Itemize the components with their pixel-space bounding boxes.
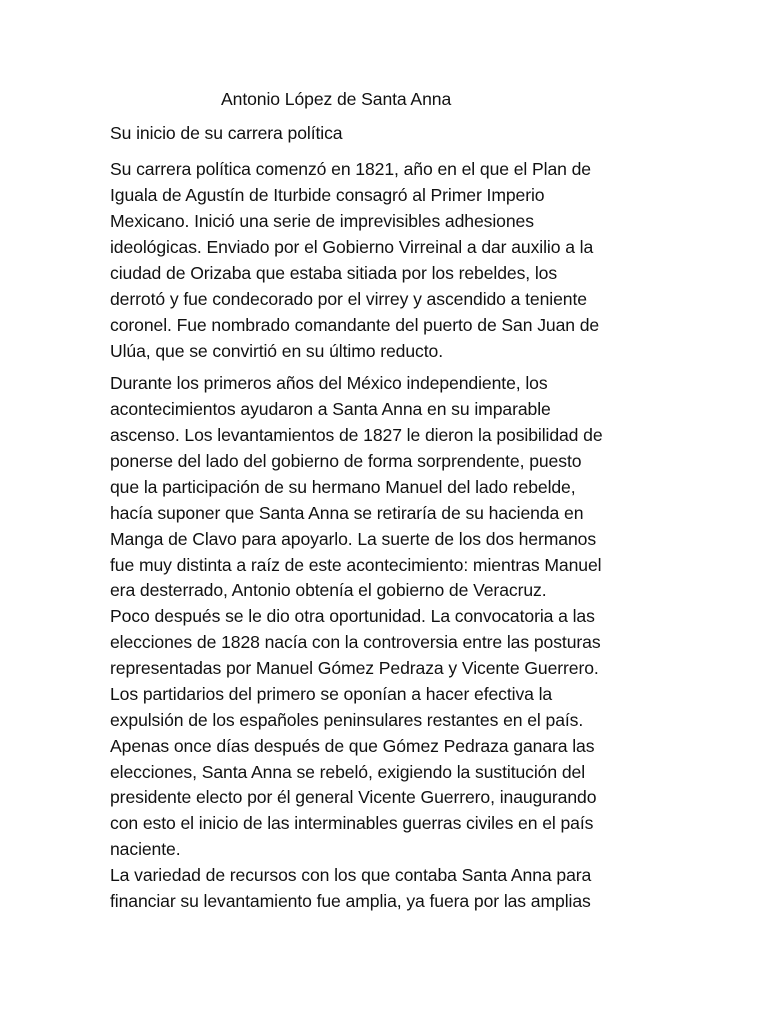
paragraph-1-line: derrotó y fue condecorado por el virrey y ascendido a teniente: [110, 289, 587, 309]
section-heading: Su inicio de su carrera política: [110, 123, 343, 143]
paragraph-2-line: Apenas once días después de que Gómez Pedraza ganara las: [110, 736, 595, 756]
paragraph-2-line: era desterrado, Antonio obtenía el gobierno de Veracruz.: [110, 580, 547, 600]
document-title: Antonio López de Santa Anna: [221, 89, 452, 109]
paragraph-2-line: elecciones de 1828 nacía con la controversia entre las posturas: [110, 632, 601, 652]
paragraph-2-line: que la participación de su hermano Manuel del lado rebelde,: [110, 477, 576, 497]
paragraph-2-line: Manga de Clavo para apoyarlo. La suerte de los dos hermanos: [110, 529, 597, 549]
paragraph-2-line: Poco después se le dio otra oportunidad. La convocatoria a las: [110, 606, 595, 626]
paragraph-2-line: ascenso. Los levantamientos de 1827 le dieron la posibilidad de: [110, 425, 603, 445]
paragraph-2-line: Los partidarios del primero se oponían a hacer efectiva la: [110, 684, 553, 704]
paragraph-2-line: La variedad de recursos con los que contaba Santa Anna para: [110, 865, 592, 885]
paragraph-2-line: elecciones, Santa Anna se rebeló, exigiendo la sustitución del: [110, 762, 586, 782]
paragraph-2-line: fue muy distinta a raíz de este acontecimiento: mientras Manuel: [110, 555, 602, 575]
paragraph-2-line: presidente electo por él general Vicente Guerrero, inaugurando: [110, 787, 597, 807]
paragraph-2-line: representadas por Manuel Gómez Pedraza y Vicente Guerrero.: [110, 658, 599, 678]
paragraph-2-line: expulsión de los españoles peninsulares restantes en el país.: [110, 710, 584, 730]
paragraph-2-line: Durante los primeros años del México independiente, los: [110, 373, 548, 393]
paragraph-1-line: Mexicano. Inició una serie de imprevisibles adhesiones: [110, 211, 534, 231]
paragraph-1-line: Su carrera política comenzó en 1821, año en el que el Plan de: [110, 159, 591, 179]
paragraph-1-line: ideológicas. Enviado por el Gobierno Virreinal a dar auxilio a la: [110, 237, 594, 257]
paragraph-2-line: con esto el inicio de las interminables guerras civiles en el país: [110, 813, 594, 833]
paragraph-2-line: acontecimientos ayudaron a Santa Anna en su imparable: [110, 399, 551, 419]
paragraph-1-line: coronel. Fue nombrado comandante del puerto de San Juan de: [110, 315, 600, 335]
paragraph-1-line: ciudad de Orizaba que estaba sitiada por los rebeldes, los: [110, 263, 558, 283]
paragraph-2-line: naciente.: [110, 839, 181, 859]
paragraph-2-line: ponerse del lado del gobierno de forma sorprendente, puesto: [110, 451, 582, 471]
paragraph-2-line: hacía suponer que Santa Anna se retiraría de su hacienda en: [110, 503, 584, 523]
paragraph-1-line: Ulúa, que se convirtió en su último reducto.: [110, 341, 443, 361]
paragraph-2-line: financiar su levantamiento fue amplia, ya fuera por las amplias: [110, 891, 591, 911]
paragraph-1-line: Iguala de Agustín de Iturbide consagró al Primer Imperio: [110, 185, 545, 205]
